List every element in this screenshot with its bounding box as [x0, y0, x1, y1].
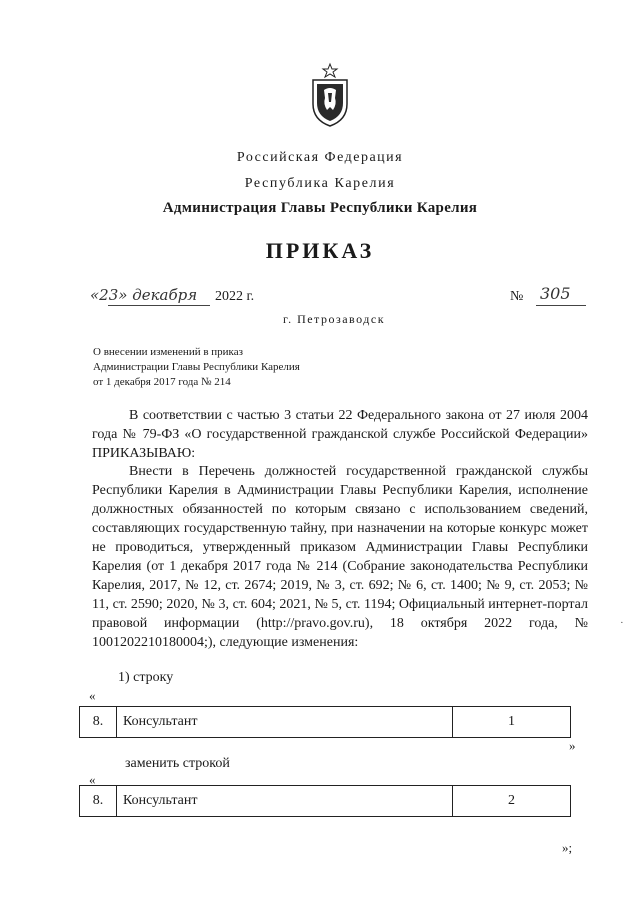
subject-line-1: О внесении изменений в приказ: [93, 346, 243, 358]
country-name: Российская Федерация: [236, 150, 404, 165]
replace-label: заменить строкой: [125, 756, 230, 771]
city-name: г. Петрозаводск: [283, 312, 386, 326]
order-subject: [93, 345, 300, 390]
row-number: 8.: [80, 786, 117, 817]
table-row: [80, 786, 571, 817]
order-number-handwritten: 305: [540, 284, 571, 303]
coat-of-arms-icon: [309, 60, 351, 128]
quote-open: «: [89, 772, 96, 787]
position-count: 2: [453, 786, 571, 817]
new-row-table: [79, 785, 571, 817]
row-number: 8.: [80, 707, 117, 738]
subject-line-3: от 1 декабря 2017 года № 214: [93, 376, 231, 388]
body-paragraph-2: [92, 462, 588, 652]
subject-line-2: Администрации Главы Республики Карелия: [93, 361, 300, 373]
quote-close: »: [569, 738, 576, 753]
body-paragraph-1-text: В соответствии с частью 3 статьи 22 Федерального закона от 27 июля 2004 года № 79-ФЗ «О государственной гражданской службе Российской Федерации» ПРИКАЗЫВАЮ:: [92, 408, 588, 461]
table-row: [80, 707, 571, 738]
quote-open: «: [89, 688, 96, 703]
date-underline: [108, 305, 210, 306]
order-title: ПРИКАЗ: [265, 238, 375, 263]
order-date-handwritten: «23» декабря: [90, 286, 198, 304]
old-row-table: [79, 706, 571, 738]
item-1-label: 1) строку: [118, 670, 174, 685]
body-paragraph-1: [92, 406, 588, 463]
margin-mark: ·: [620, 617, 624, 629]
position-name: Консультант: [117, 707, 453, 738]
quote-close: »;: [562, 840, 573, 855]
number-underline: [536, 305, 586, 306]
body-paragraph-2-text: Внести в Перечень должностей государственной гражданской службы Республики Карелия в Администрации Главы Республики Карелия, исполнение должностных обязанностей по которым связано с использованием сведений, составляющих государственную тайну, при назначении на которые конкурс может не проводиться, утвержденный приказом Администрации Главы Республики Карелия (от 1 декабря 2017 года № 214 (Собрание законодательства Республики Карелия, 2017, № 12, ст. 2674; 2019, № 3, ст. 692; № 6, ст. 1400; № 9, ст. 2053; № 11, ст. 2590; 2020, № 3, ст. 604; 2021, № 5, ст. 1194; Официальный интернет-портал правовой информации (http://pravo.gov.ru), 18 октября 2022 года, № 1001202210180004;), следующие изменения:: [92, 464, 588, 650]
position-name: Консультант: [117, 786, 453, 817]
order-number-label: №: [510, 289, 524, 304]
republic-name: Республика Карелия: [244, 176, 396, 191]
order-year: 2022 г.: [215, 289, 255, 304]
authority-name: Администрация Главы Республики Карелия: [162, 200, 478, 216]
position-count: 1: [453, 707, 571, 738]
